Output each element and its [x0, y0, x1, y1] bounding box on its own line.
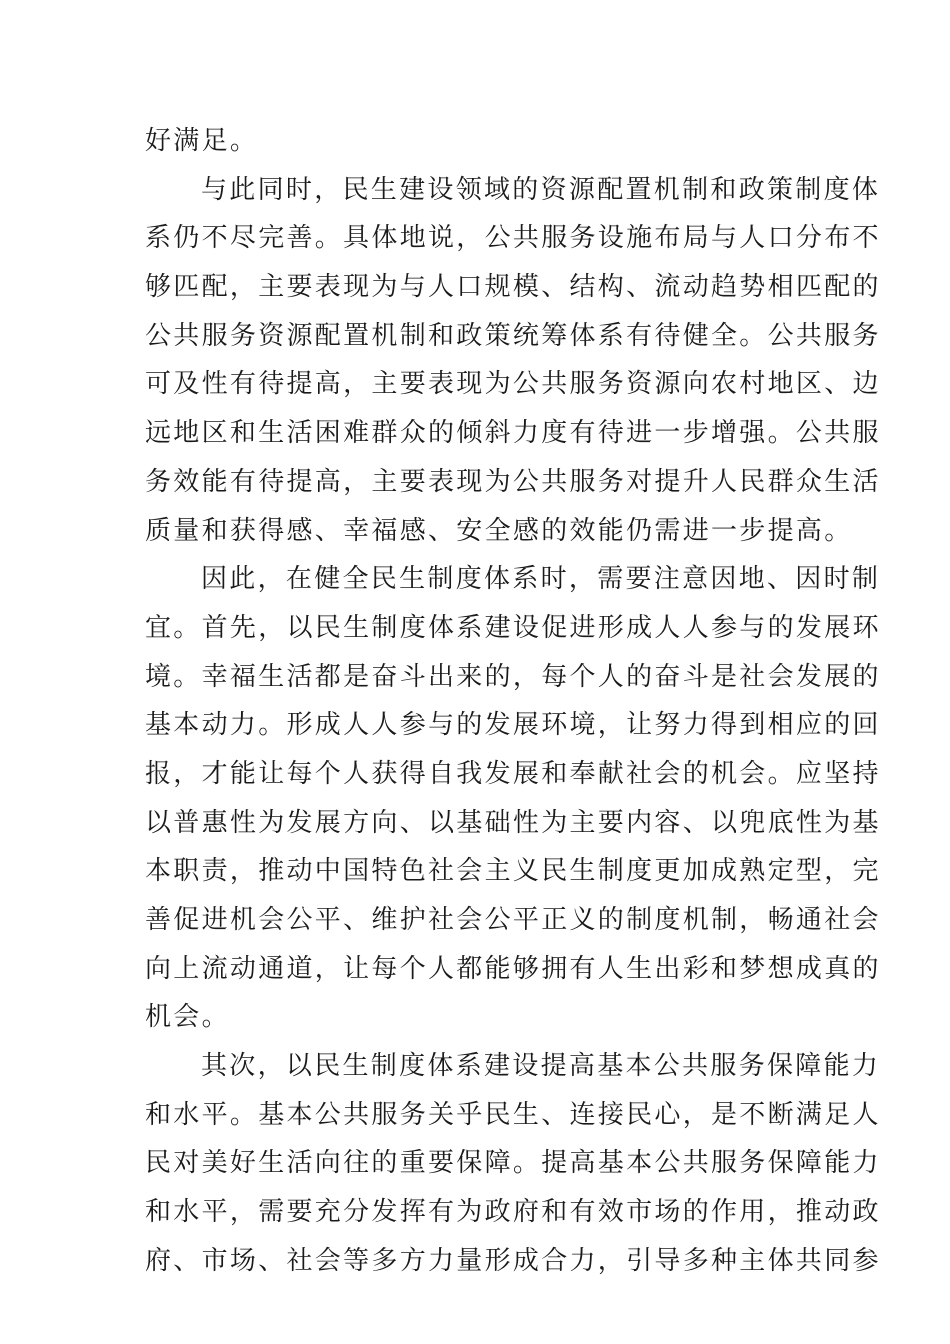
text-line: 可及性有待提高，主要表现为公共服务资源向农村地区、边 — [145, 369, 881, 400]
text-line: 远地区和生活困难群众的倾斜力度有待进一步增强。公共服 — [145, 418, 881, 449]
text-line: 够匹配，主要表现为与人口规模、结构、流动趋势相匹配的 — [145, 272, 881, 303]
text-line: 因此，在健全民生制度体系时，需要注意因地、因时制 — [201, 564, 881, 595]
text-line: 系仍不尽完善。具体地说，公共服务设施布局与人口分布不 — [145, 223, 881, 254]
text-line: 机会。 — [145, 1002, 230, 1033]
text-line: 基本动力。形成人人参与的发展环境，让努力得到相应的回 — [145, 710, 881, 741]
text-line: 好满足。 — [145, 126, 259, 156]
text-line: 境。幸福生活都是奋斗出来的，每个人的奋斗是社会发展的 — [145, 661, 881, 692]
text-line: 以普惠性为发展方向、以基础性为主要内容、以兜底性为基 — [145, 807, 881, 838]
paragraph — [145, 1042, 881, 1285]
paragraph — [145, 555, 881, 1042]
text-line: 与此同时，民生建设领域的资源配置机制和政策制度体 — [201, 174, 881, 205]
text-line: 府、市场、社会等多方力量形成合力，引导多种主体共同参 — [145, 1245, 881, 1276]
text-line: 和水平。基本公共服务关乎民生、连接民心，是不断满足人 — [145, 1099, 881, 1130]
text-line: 善促进机会公平、维护社会公平正义的制度机制，畅通社会 — [145, 905, 881, 935]
text-line: 和水平，需要充分发挥有为政府和有效市场的作用，推动政 — [145, 1197, 881, 1228]
text-line: 公共服务资源配置机制和政策统筹体系有待健全。公共服务 — [145, 320, 881, 351]
text-line: 质量和获得感、幸福感、安全感的效能仍需进一步提高。 — [145, 515, 853, 546]
paragraph — [145, 166, 881, 556]
text-line: 本职责，推动中国特色社会主义民生制度更加成熟定型，完 — [145, 856, 881, 887]
text-line: 向上流动通道，让每个人都能够拥有人生出彩和梦想成真的 — [145, 953, 881, 984]
text-line: 宜。首先，以民生制度体系建设促进形成人人参与的发展环 — [145, 612, 881, 643]
text-line: 报，才能让每个人获得自我发展和奉献社会的机会。应坚持 — [145, 758, 881, 789]
text-line: 其次，以民生制度体系建设提高基本公共服务保障能力 — [201, 1051, 881, 1082]
body-text — [145, 117, 881, 1286]
text-line: 务效能有待提高，主要表现为公共服务对提升人民群众生活 — [145, 466, 881, 497]
paragraph — [145, 117, 807, 166]
text-line: 民对美好生活向往的重要保障。提高基本公共服务保障能力 — [145, 1148, 881, 1179]
